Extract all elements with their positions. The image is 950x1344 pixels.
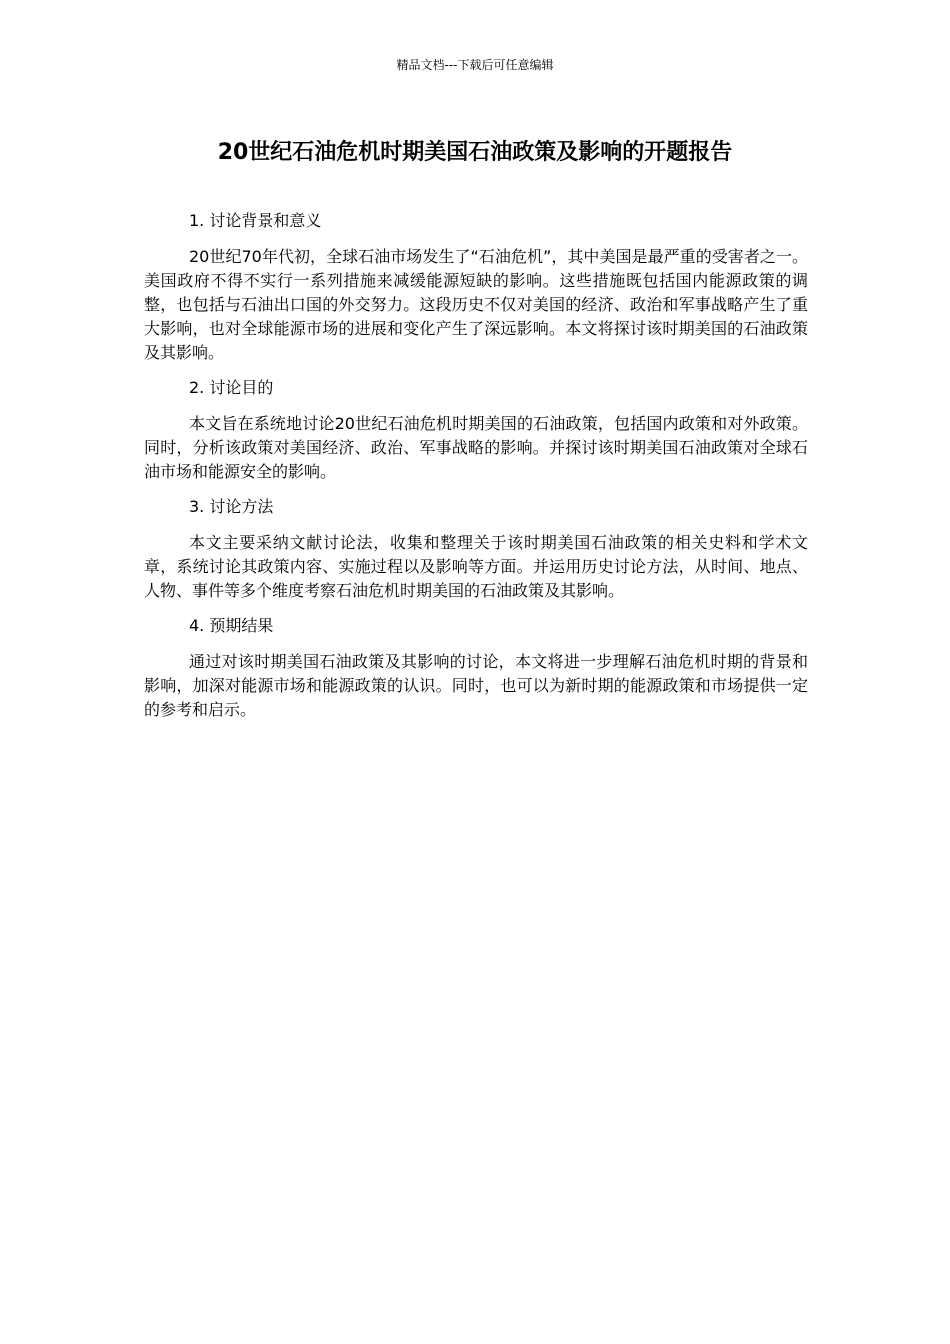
section-expected-results (144, 613, 808, 722)
section-method (144, 494, 808, 603)
section-heading: 3. 讨论方法 (189, 497, 274, 516)
section-heading: 2. 讨论目的 (189, 378, 274, 397)
document-body (144, 208, 808, 732)
section-heading: 4. 预期结果 (189, 616, 274, 635)
section-paragraph: 20世纪70年代初，全球石油市场发生了“石油危机”，其中美国是最严重的受害者之一。美国政府不得不实行一系列措施来减缓能源短缺的影响。这些措施既包括国内能源政策的调整，也包括与石油出口国的外交努力。这段历史不仅对美国的经济、政治和军事战略产生了重大影响，也对全球能源市场的进展和变化产生了深远影响。本文将探讨该时期美国的石油政策及其影响。 (144, 247, 808, 362)
section-paragraph: 通过对该时期美国石油政策及其影响的讨论，本文将进一步理解石油危机时期的背景和影响，加深对能源市场和能源政策的认识。同时，也可以为新时期的能源政策和市场提供一定的参考和启示。 (144, 652, 808, 719)
section-paragraph: 本文旨在系统地讨论20世纪石油危机时期美国的石油政策，包括国内政策和对外政策。同时，分析该政策对美国经济、政治、军事战略的影响。并探讨该时期美国石油政策对全球石油市场和能源安全的影响。 (144, 414, 808, 481)
section-heading: 1. 讨论背景和意义 (189, 211, 322, 230)
section-purpose (144, 375, 808, 484)
section-paragraph: 本文主要采纳文献讨论法，收集和整理关于该时期美国石油政策的相关史料和学术文章，系统讨论其政策内容、实施过程以及影响等方面。并运用历史讨论方法，从时间、地点、人物、事件等多个维度考察石油危机时期美国的石油政策及其影响。 (144, 533, 808, 600)
page-header: 精品文档---下载后可任意编辑 (396, 58, 554, 72)
document-title: 20世纪石油危机时期美国石油政策及影响的开题报告 (217, 140, 733, 165)
section-background (144, 208, 808, 365)
